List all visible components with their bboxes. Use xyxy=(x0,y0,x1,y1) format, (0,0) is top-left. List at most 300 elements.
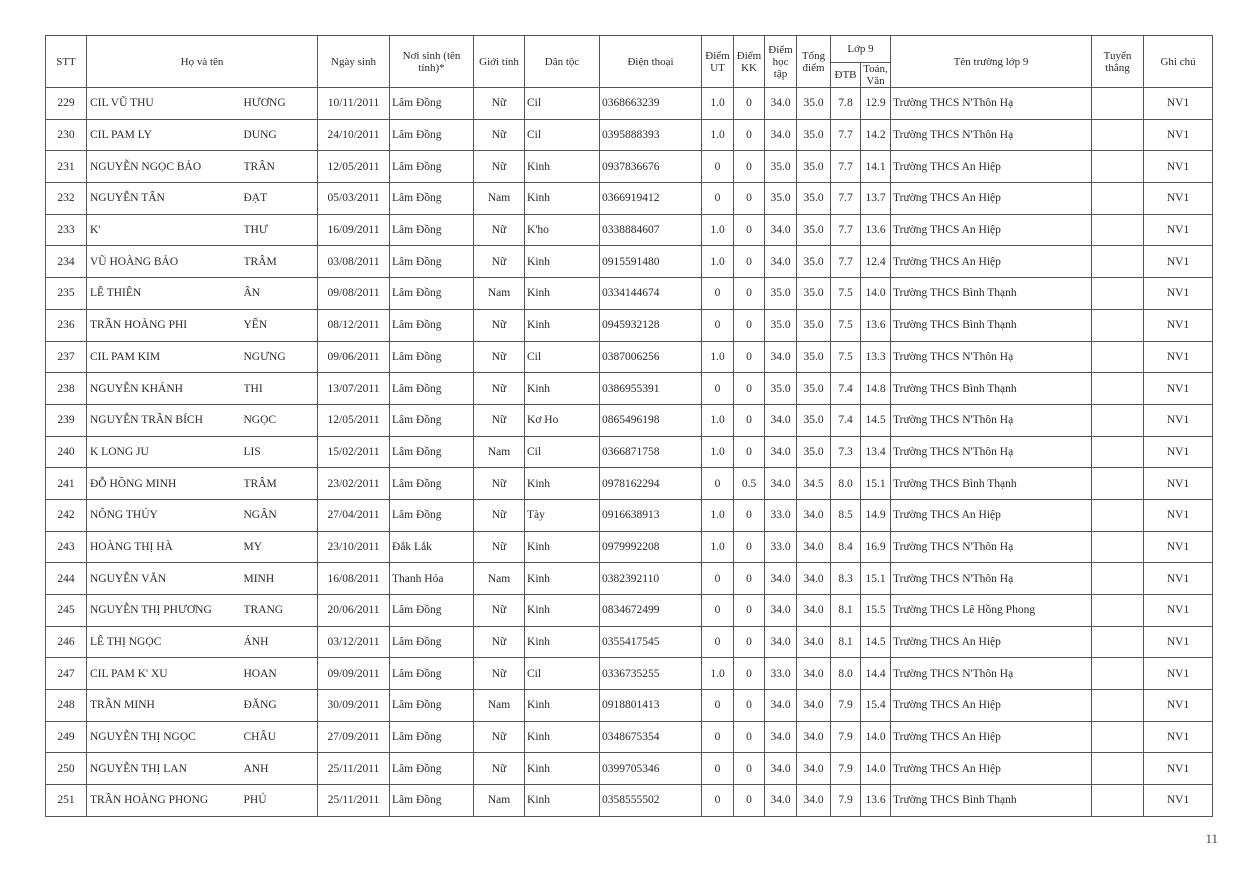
gpa-cell: 7.4 xyxy=(831,404,861,436)
bonus-score-cell: 0 xyxy=(734,499,765,531)
bonus-score-cell: 0 xyxy=(734,785,765,817)
study-score-cell: 34.0 xyxy=(765,436,797,468)
family-middle-name-cell: NGUYỄN NGỌC BẢO xyxy=(87,151,244,183)
total-score-cell: 34.0 xyxy=(797,626,831,658)
gender-cell: Nam xyxy=(474,563,525,595)
ethnicity-cell: Kơ Ho xyxy=(525,404,600,436)
row-number-cell: 249 xyxy=(46,721,87,753)
direct-admission-cell xyxy=(1092,404,1144,436)
birth-date-cell: 03/12/2011 xyxy=(318,626,390,658)
direct-admission-cell xyxy=(1092,595,1144,627)
math-literature-score-cell: 14.5 xyxy=(861,626,891,658)
school-name-cell: Trường THCS N'Thôn Hạ xyxy=(891,404,1092,436)
table-row xyxy=(46,531,1213,563)
header-math-literature: Toán, Văn xyxy=(861,63,891,88)
study-score-cell: 34.0 xyxy=(765,626,797,658)
header-direct-admission: Tuyển thẳng xyxy=(1092,36,1144,88)
bonus-score-cell: 0 xyxy=(734,183,765,215)
ethnicity-cell: Kinh xyxy=(525,785,600,817)
bonus-score-cell: 0 xyxy=(734,721,765,753)
given-name-cell: NGỌC xyxy=(244,404,318,436)
family-middle-name-cell: CIL VŨ THU xyxy=(87,88,244,120)
note-cell: NV1 xyxy=(1144,595,1213,627)
table-row xyxy=(46,183,1213,215)
bonus-score-cell: 0.5 xyxy=(734,468,765,500)
school-name-cell: Trường THCS N'Thôn Hạ xyxy=(891,436,1092,468)
note-cell: NV1 xyxy=(1144,119,1213,151)
note-cell: NV1 xyxy=(1144,531,1213,563)
phone-number-cell: 0978162294 xyxy=(600,468,702,500)
gender-cell: Nữ xyxy=(474,721,525,753)
gender-cell: Nữ xyxy=(474,753,525,785)
given-name-cell: ANH xyxy=(244,753,318,785)
header-birth-date: Ngày sinh xyxy=(318,36,390,88)
math-literature-score-cell: 15.4 xyxy=(861,690,891,722)
note-cell: NV1 xyxy=(1144,468,1213,500)
math-literature-score-cell: 12.4 xyxy=(861,246,891,278)
study-score-cell: 34.0 xyxy=(765,595,797,627)
direct-admission-cell xyxy=(1092,246,1144,278)
priority-score-cell: 1.0 xyxy=(702,404,734,436)
bonus-score-cell: 0 xyxy=(734,626,765,658)
ethnicity-cell: Cil xyxy=(525,341,600,373)
priority-score-cell: 0 xyxy=(702,183,734,215)
given-name-cell: NGƯNG xyxy=(244,341,318,373)
gender-cell: Nữ xyxy=(474,246,525,278)
ethnicity-cell: Kinh xyxy=(525,721,600,753)
direct-admission-cell xyxy=(1092,309,1144,341)
table-row xyxy=(46,151,1213,183)
direct-admission-cell xyxy=(1092,721,1144,753)
priority-score-cell: 1.0 xyxy=(702,88,734,120)
gpa-cell: 7.7 xyxy=(831,151,861,183)
total-score-cell: 35.0 xyxy=(797,404,831,436)
note-cell: NV1 xyxy=(1144,214,1213,246)
total-score-cell: 35.0 xyxy=(797,119,831,151)
phone-number-cell: 0937836676 xyxy=(600,151,702,183)
study-score-cell: 34.0 xyxy=(765,214,797,246)
table-row xyxy=(46,721,1213,753)
direct-admission-cell xyxy=(1092,563,1144,595)
given-name-cell: ÂN xyxy=(244,278,318,310)
family-middle-name-cell: CIL PAM K' XU xyxy=(87,658,244,690)
table-row xyxy=(46,468,1213,500)
given-name-cell: MINH xyxy=(244,563,318,595)
gpa-cell: 7.9 xyxy=(831,753,861,785)
birth-place-cell: Lâm Đồng xyxy=(390,88,474,120)
gpa-cell: 8.5 xyxy=(831,499,861,531)
row-number-cell: 250 xyxy=(46,753,87,785)
priority-score-cell: 0 xyxy=(702,373,734,405)
math-literature-score-cell: 14.4 xyxy=(861,658,891,690)
phone-number-cell: 0916638913 xyxy=(600,499,702,531)
birth-date-cell: 20/06/2011 xyxy=(318,595,390,627)
table-row xyxy=(46,753,1213,785)
phone-number-cell: 0399705346 xyxy=(600,753,702,785)
gender-cell: Nữ xyxy=(474,309,525,341)
gender-cell: Nữ xyxy=(474,214,525,246)
total-score-cell: 35.0 xyxy=(797,309,831,341)
birth-place-cell: Lâm Đồng xyxy=(390,404,474,436)
note-cell: NV1 xyxy=(1144,563,1213,595)
header-stt: STT xyxy=(46,36,87,88)
school-name-cell: Trường THCS N'Thôn Hạ xyxy=(891,563,1092,595)
row-number-cell: 237 xyxy=(46,341,87,373)
study-score-cell: 35.0 xyxy=(765,278,797,310)
note-cell: NV1 xyxy=(1144,436,1213,468)
study-score-cell: 34.0 xyxy=(765,341,797,373)
bonus-score-cell: 0 xyxy=(734,753,765,785)
birth-date-cell: 10/11/2011 xyxy=(318,88,390,120)
row-number-cell: 238 xyxy=(46,373,87,405)
gpa-cell: 7.5 xyxy=(831,278,861,310)
study-score-cell: 34.0 xyxy=(765,468,797,500)
direct-admission-cell xyxy=(1092,785,1144,817)
note-cell: NV1 xyxy=(1144,341,1213,373)
phone-number-cell: 0368663239 xyxy=(600,88,702,120)
birth-date-cell: 25/11/2011 xyxy=(318,785,390,817)
birth-date-cell: 13/07/2011 xyxy=(318,373,390,405)
school-name-cell: Trường THCS N'Thôn Hạ xyxy=(891,658,1092,690)
school-name-cell: Trường THCS An Hiệp xyxy=(891,753,1092,785)
given-name-cell: ÁNH xyxy=(244,626,318,658)
phone-number-cell: 0355417545 xyxy=(600,626,702,658)
school-name-cell: Trường THCS Bình Thạnh xyxy=(891,468,1092,500)
ethnicity-cell: K'ho xyxy=(525,214,600,246)
bonus-score-cell: 0 xyxy=(734,119,765,151)
priority-score-cell: 0 xyxy=(702,309,734,341)
birth-place-cell: Lâm Đồng xyxy=(390,214,474,246)
direct-admission-cell xyxy=(1092,183,1144,215)
gender-cell: Nữ xyxy=(474,595,525,627)
school-name-cell: Trường THCS An Hiệp xyxy=(891,690,1092,722)
birth-place-cell: Lâm Đồng xyxy=(390,690,474,722)
direct-admission-cell xyxy=(1092,658,1144,690)
total-score-cell: 35.0 xyxy=(797,151,831,183)
birth-date-cell: 12/05/2011 xyxy=(318,404,390,436)
family-middle-name-cell: NGUYỄN TẤN xyxy=(87,183,244,215)
school-name-cell: Trường THCS N'Thôn Hạ xyxy=(891,341,1092,373)
note-cell: NV1 xyxy=(1144,404,1213,436)
birth-place-cell: Lâm Đồng xyxy=(390,721,474,753)
birth-place-cell: Lâm Đồng xyxy=(390,436,474,468)
total-score-cell: 34.0 xyxy=(797,753,831,785)
direct-admission-cell xyxy=(1092,151,1144,183)
priority-score-cell: 1.0 xyxy=(702,499,734,531)
priority-score-cell: 0 xyxy=(702,753,734,785)
math-literature-score-cell: 14.2 xyxy=(861,119,891,151)
priority-score-cell: 1.0 xyxy=(702,246,734,278)
study-score-cell: 33.0 xyxy=(765,499,797,531)
birth-date-cell: 24/10/2011 xyxy=(318,119,390,151)
gpa-cell: 7.7 xyxy=(831,119,861,151)
phone-number-cell: 0915591480 xyxy=(600,246,702,278)
gender-cell: Nữ xyxy=(474,468,525,500)
gpa-cell: 7.7 xyxy=(831,214,861,246)
row-number-cell: 235 xyxy=(46,278,87,310)
phone-number-cell: 0395888393 xyxy=(600,119,702,151)
gender-cell: Nữ xyxy=(474,626,525,658)
header-gender: Giới tính xyxy=(474,36,525,88)
school-name-cell: Trường THCS Bình Thạnh xyxy=(891,278,1092,310)
math-literature-score-cell: 14.5 xyxy=(861,404,891,436)
header-total-score: Tổng điểm xyxy=(797,36,831,88)
ethnicity-cell: Kinh xyxy=(525,626,600,658)
direct-admission-cell xyxy=(1092,753,1144,785)
table-row xyxy=(46,309,1213,341)
header-bonus-score: Điểm KK xyxy=(734,36,765,88)
priority-score-cell: 0 xyxy=(702,563,734,595)
row-number-cell: 236 xyxy=(46,309,87,341)
header-notes: Ghi chú xyxy=(1144,36,1213,88)
given-name-cell: TRÂM xyxy=(244,468,318,500)
birth-place-cell: Lâm Đồng xyxy=(390,753,474,785)
note-cell: NV1 xyxy=(1144,309,1213,341)
phone-number-cell: 0865496198 xyxy=(600,404,702,436)
total-score-cell: 35.0 xyxy=(797,246,831,278)
ethnicity-cell: Kinh xyxy=(525,151,600,183)
gpa-cell: 7.5 xyxy=(831,309,861,341)
note-cell: NV1 xyxy=(1144,721,1213,753)
table-row xyxy=(46,404,1213,436)
row-number-cell: 231 xyxy=(46,151,87,183)
gender-cell: Nam xyxy=(474,183,525,215)
total-score-cell: 34.5 xyxy=(797,468,831,500)
table-row xyxy=(46,690,1213,722)
birth-place-cell: Lâm Đồng xyxy=(390,151,474,183)
table-row xyxy=(46,278,1213,310)
total-score-cell: 35.0 xyxy=(797,183,831,215)
ethnicity-cell: Kinh xyxy=(525,246,600,278)
table-row xyxy=(46,436,1213,468)
total-score-cell: 35.0 xyxy=(797,373,831,405)
school-name-cell: Trường THCS N'Thôn Hạ xyxy=(891,88,1092,120)
row-number-cell: 232 xyxy=(46,183,87,215)
note-cell: NV1 xyxy=(1144,88,1213,120)
direct-admission-cell xyxy=(1092,373,1144,405)
bonus-score-cell: 0 xyxy=(734,246,765,278)
note-cell: NV1 xyxy=(1144,183,1213,215)
gender-cell: Nữ xyxy=(474,151,525,183)
gender-cell: Nam xyxy=(474,436,525,468)
priority-score-cell: 1.0 xyxy=(702,214,734,246)
birth-place-cell: Đắk Lắk xyxy=(390,531,474,563)
note-cell: NV1 xyxy=(1144,785,1213,817)
phone-number-cell: 0348675354 xyxy=(600,721,702,753)
birth-date-cell: 30/09/2011 xyxy=(318,690,390,722)
math-literature-score-cell: 16.9 xyxy=(861,531,891,563)
gender-cell: Nữ xyxy=(474,499,525,531)
bonus-score-cell: 0 xyxy=(734,531,765,563)
study-score-cell: 34.0 xyxy=(765,785,797,817)
row-number-cell: 243 xyxy=(46,531,87,563)
table-row xyxy=(46,595,1213,627)
row-number-cell: 247 xyxy=(46,658,87,690)
study-score-cell: 34.0 xyxy=(765,88,797,120)
row-number-cell: 229 xyxy=(46,88,87,120)
row-number-cell: 245 xyxy=(46,595,87,627)
gpa-cell: 7.7 xyxy=(831,246,861,278)
row-number-cell: 244 xyxy=(46,563,87,595)
family-middle-name-cell: NGUYỄN VĂN xyxy=(87,563,244,595)
birth-place-cell: Lâm Đồng xyxy=(390,658,474,690)
note-cell: NV1 xyxy=(1144,151,1213,183)
birth-date-cell: 25/11/2011 xyxy=(318,753,390,785)
header-study-score: Điểm học tập xyxy=(765,36,797,88)
bonus-score-cell: 0 xyxy=(734,595,765,627)
school-name-cell: Trường THCS An Hiệp xyxy=(891,626,1092,658)
family-middle-name-cell: TRẦN HOÀNG PHI xyxy=(87,309,244,341)
bonus-score-cell: 0 xyxy=(734,563,765,595)
study-score-cell: 33.0 xyxy=(765,531,797,563)
math-literature-score-cell: 12.9 xyxy=(861,88,891,120)
given-name-cell: ĐĂNG xyxy=(244,690,318,722)
total-score-cell: 34.0 xyxy=(797,499,831,531)
total-score-cell: 34.0 xyxy=(797,595,831,627)
given-name-cell: ĐẠT xyxy=(244,183,318,215)
note-cell: NV1 xyxy=(1144,658,1213,690)
gpa-cell: 8.1 xyxy=(831,595,861,627)
birth-date-cell: 03/08/2011 xyxy=(318,246,390,278)
given-name-cell: TRANG xyxy=(244,595,318,627)
priority-score-cell: 0 xyxy=(702,278,734,310)
priority-score-cell: 0 xyxy=(702,468,734,500)
study-score-cell: 34.0 xyxy=(765,721,797,753)
ethnicity-cell: Cil xyxy=(525,88,600,120)
family-middle-name-cell: CIL PAM KIM xyxy=(87,341,244,373)
given-name-cell: TRÂM xyxy=(244,246,318,278)
school-name-cell: Trường THCS Lê Hồng Phong xyxy=(891,595,1092,627)
family-middle-name-cell: CIL PAM LY xyxy=(87,119,244,151)
total-score-cell: 35.0 xyxy=(797,214,831,246)
family-middle-name-cell: VŨ HOÀNG BẢO xyxy=(87,246,244,278)
bonus-score-cell: 0 xyxy=(734,88,765,120)
math-literature-score-cell: 14.0 xyxy=(861,753,891,785)
table-row xyxy=(46,373,1213,405)
birth-place-cell: Thanh Hóa xyxy=(390,563,474,595)
gender-cell: Nữ xyxy=(474,658,525,690)
row-number-cell: 230 xyxy=(46,119,87,151)
priority-score-cell: 1.0 xyxy=(702,119,734,151)
row-number-cell: 241 xyxy=(46,468,87,500)
gpa-cell: 7.5 xyxy=(831,341,861,373)
bonus-score-cell: 0 xyxy=(734,341,765,373)
birth-place-cell: Lâm Đồng xyxy=(390,309,474,341)
given-name-cell: THI xyxy=(244,373,318,405)
birth-place-cell: Lâm Đồng xyxy=(390,183,474,215)
gender-cell: Nữ xyxy=(474,373,525,405)
row-number-cell: 248 xyxy=(46,690,87,722)
note-cell: NV1 xyxy=(1144,753,1213,785)
study-score-cell: 35.0 xyxy=(765,373,797,405)
header-gpa: ĐTB xyxy=(831,63,861,88)
gender-cell: Nữ xyxy=(474,88,525,120)
math-literature-score-cell: 15.5 xyxy=(861,595,891,627)
given-name-cell: PHÚ xyxy=(244,785,318,817)
gpa-cell: 8.1 xyxy=(831,626,861,658)
school-name-cell: Trường THCS An Hiệp xyxy=(891,721,1092,753)
given-name-cell: LIS xyxy=(244,436,318,468)
birth-place-cell: Lâm Đồng xyxy=(390,499,474,531)
table-row xyxy=(46,88,1213,120)
phone-number-cell: 0366919412 xyxy=(600,183,702,215)
direct-admission-cell xyxy=(1092,436,1144,468)
birth-place-cell: Lâm Đồng xyxy=(390,468,474,500)
table-row xyxy=(46,785,1213,817)
family-middle-name-cell: NGUYỄN THỊ PHƯƠNG xyxy=(87,595,244,627)
ethnicity-cell: Kinh xyxy=(525,531,600,563)
math-literature-score-cell: 14.1 xyxy=(861,151,891,183)
table-row xyxy=(46,341,1213,373)
total-score-cell: 35.0 xyxy=(797,88,831,120)
birth-date-cell: 15/02/2011 xyxy=(318,436,390,468)
birth-place-cell: Lâm Đồng xyxy=(390,341,474,373)
school-name-cell: Trường THCS An Hiệp xyxy=(891,246,1092,278)
study-score-cell: 34.0 xyxy=(765,690,797,722)
gender-cell: Nữ xyxy=(474,119,525,151)
gender-cell: Nữ xyxy=(474,531,525,563)
birth-date-cell: 27/04/2011 xyxy=(318,499,390,531)
gpa-cell: 8.0 xyxy=(831,468,861,500)
gpa-cell: 8.0 xyxy=(831,658,861,690)
given-name-cell: THƯ xyxy=(244,214,318,246)
family-middle-name-cell: NÔNG THÚY xyxy=(87,499,244,531)
total-score-cell: 34.0 xyxy=(797,690,831,722)
family-middle-name-cell: NGUYỄN THỊ NGỌC xyxy=(87,721,244,753)
family-middle-name-cell: TRẦN MINH xyxy=(87,690,244,722)
note-cell: NV1 xyxy=(1144,246,1213,278)
priority-score-cell: 1.0 xyxy=(702,436,734,468)
note-cell: NV1 xyxy=(1144,373,1213,405)
birth-date-cell: 23/10/2011 xyxy=(318,531,390,563)
header-priority-score: Điểm UT xyxy=(702,36,734,88)
total-score-cell: 35.0 xyxy=(797,278,831,310)
priority-score-cell: 0 xyxy=(702,626,734,658)
total-score-cell: 34.0 xyxy=(797,563,831,595)
priority-score-cell: 0 xyxy=(702,595,734,627)
priority-score-cell: 1.0 xyxy=(702,658,734,690)
gpa-cell: 8.4 xyxy=(831,531,861,563)
row-number-cell: 240 xyxy=(46,436,87,468)
gender-cell: Nữ xyxy=(474,341,525,373)
birth-place-cell: Lâm Đồng xyxy=(390,246,474,278)
header-school-name: Tên trường lớp 9 xyxy=(891,36,1092,88)
bonus-score-cell: 0 xyxy=(734,309,765,341)
direct-admission-cell xyxy=(1092,278,1144,310)
birth-place-cell: Lâm Đồng xyxy=(390,278,474,310)
birth-place-cell: Lâm Đồng xyxy=(390,595,474,627)
math-literature-score-cell: 13.6 xyxy=(861,214,891,246)
ethnicity-cell: Kinh xyxy=(525,753,600,785)
bonus-score-cell: 0 xyxy=(734,214,765,246)
birth-date-cell: 09/08/2011 xyxy=(318,278,390,310)
given-name-cell: DUNG xyxy=(244,119,318,151)
header-full-name: Họ và tên xyxy=(87,36,318,88)
given-name-cell: YẾN xyxy=(244,309,318,341)
birth-place-cell: Lâm Đồng xyxy=(390,373,474,405)
table-body xyxy=(46,88,1213,817)
ethnicity-cell: Tày xyxy=(525,499,600,531)
birth-place-cell: Lâm Đồng xyxy=(390,119,474,151)
direct-admission-cell xyxy=(1092,119,1144,151)
math-literature-score-cell: 14.9 xyxy=(861,499,891,531)
row-number-cell: 246 xyxy=(46,626,87,658)
birth-date-cell: 08/12/2011 xyxy=(318,309,390,341)
phone-number-cell: 0334144674 xyxy=(600,278,702,310)
phone-number-cell: 0979992208 xyxy=(600,531,702,563)
family-middle-name-cell: HOÀNG THỊ HÀ xyxy=(87,531,244,563)
table-row xyxy=(46,499,1213,531)
